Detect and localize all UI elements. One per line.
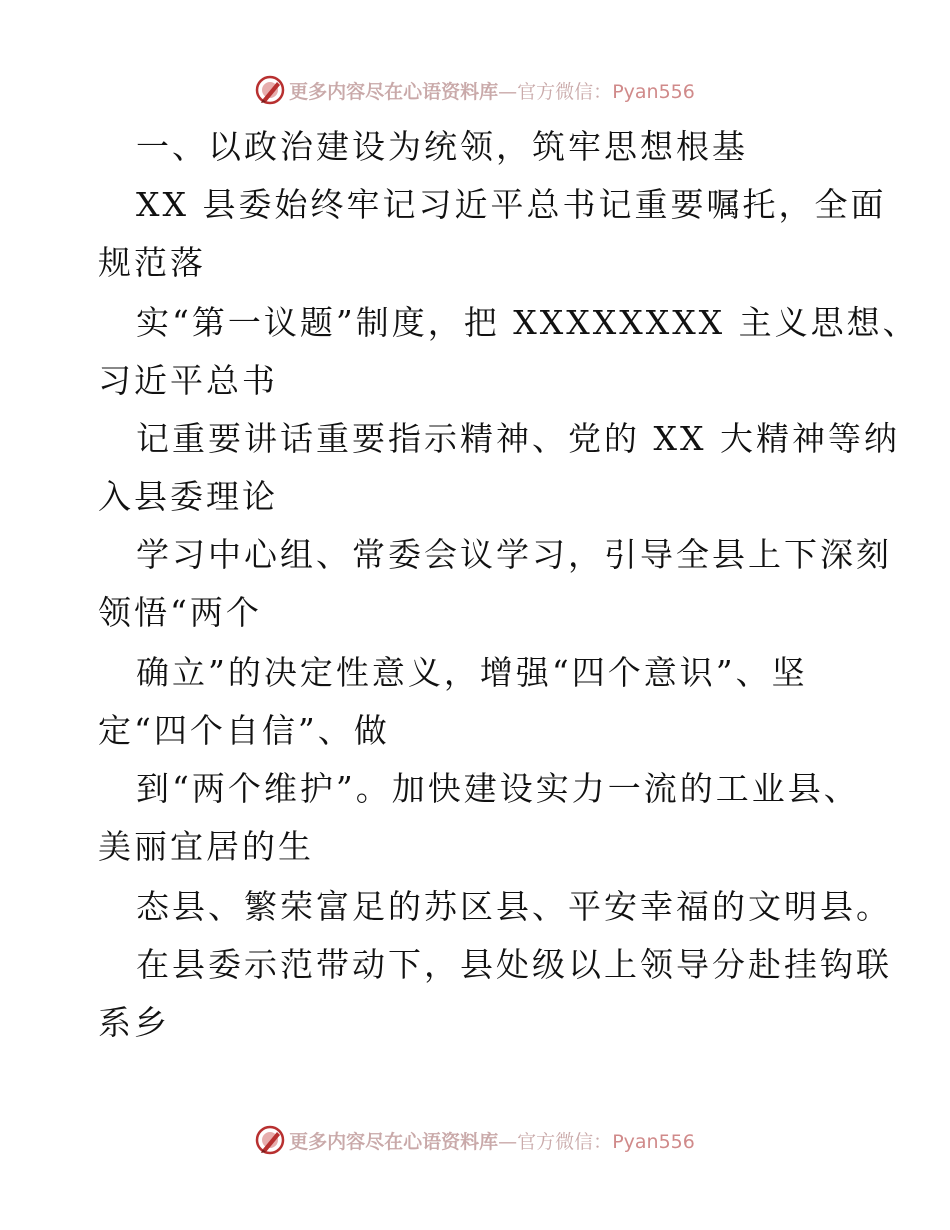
paragraph-line: 学习中心组、常委会议学习，引导全县上下深刻 <box>136 535 892 574</box>
header-watermark-text <box>289 77 695 104</box>
paragraph-line: 在县委示范带动下，县处级以上领导分赴挂钩联 <box>136 945 892 984</box>
footer-watermark <box>0 1120 950 1160</box>
footer-wechat-label: 官方微信： <box>517 1130 613 1153</box>
footer-watermark-text <box>289 1127 695 1154</box>
paragraph-line: 实“第一议题”制度，把 XXXXXXXX 主义思想、 <box>136 303 919 342</box>
paragraph-line: 美丽宜居的生 <box>98 827 314 866</box>
paragraph-line: 习近平总书 <box>98 361 278 400</box>
paragraph-line: 定“四个自信”、做 <box>98 711 390 750</box>
footer-wechat-id: Pyan556 <box>612 1130 695 1153</box>
paragraph-line: 规范落 <box>98 243 206 282</box>
header-separator: — <box>498 80 518 103</box>
paragraph-line: 记重要讲话重要指示精神、党的 XX 大精神等纳 <box>136 419 900 458</box>
header-wechat-id: Pyan556 <box>612 80 695 103</box>
pen-seal-icon <box>255 75 285 105</box>
pen-seal-icon <box>255 1125 285 1155</box>
paragraph-line: 系乡 <box>98 1003 170 1042</box>
footer-brand-text: 更多内容尽在心语资料库 <box>289 1130 499 1153</box>
paragraph-line: 到“两个维护”。加快建设实力一流的工业县、 <box>136 769 860 808</box>
paragraph-line: XX 县委始终牢记习近平总书记重要嘱托，全面 <box>136 185 887 224</box>
header-watermark <box>0 70 950 110</box>
paragraph-line: 入县委理论 <box>98 477 278 516</box>
paragraph-line: 领悟“两个 <box>98 593 262 632</box>
header-wechat-label: 官方微信： <box>517 80 613 103</box>
footer-separator: — <box>498 1130 518 1153</box>
section-heading: 一、以政治建设为统领，筑牢思想根基 <box>136 127 748 166</box>
paragraph-line: 确立”的决定性意义，增强“四个意识”、坚 <box>136 653 808 692</box>
paragraph-line: 态县、繁荣富足的苏区县、平安幸福的文明县。 <box>136 887 892 926</box>
header-brand-text: 更多内容尽在心语资料库 <box>289 80 499 103</box>
